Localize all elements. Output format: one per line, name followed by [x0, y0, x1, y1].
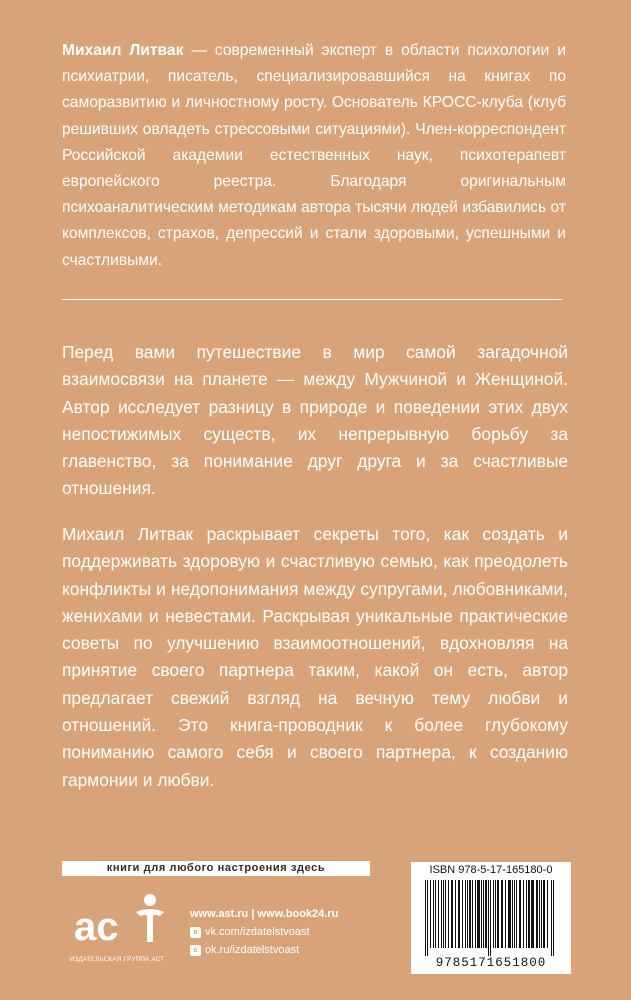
barcode-digits: 9785171651800 — [435, 956, 547, 970]
websites-text[interactable]: www.ast.ru | www.book24.ru — [190, 908, 339, 920]
section-divider — [62, 299, 562, 300]
publisher-caption: ИЗДАТЕЛЬСКАЯ ГРУППА АСТ — [69, 956, 165, 963]
description-paragraph-1: Перед вами путешествие в мир самой загадочной взаимосвязи на планете — между Мужчиной и Женщиной. Автор исследует разницу в природе и поведении этих двух непостижимых существ, их непрерывную борьбу за главенство, за понимание друг друга и за счастливые отношения. — [62, 342, 568, 499]
ok-icon: о — [190, 945, 201, 956]
ok-link[interactable]: ok.ru/izdatelstvoast — [205, 944, 300, 956]
isbn-barcode — [411, 862, 571, 974]
author-bio — [62, 38, 566, 274]
websites-line — [190, 905, 338, 923]
vk-link[interactable]: vk.com/izdatelstvoast — [205, 926, 310, 938]
vk-icon: в — [190, 927, 201, 938]
publisher-links — [190, 905, 338, 959]
publisher-logo — [62, 882, 172, 970]
svg-text:ac: ac — [74, 905, 119, 949]
author-name: Михаил Литвак — [62, 42, 184, 59]
author-bio-text: — современный эксперт в области психологии и психиатрии, писатель, специализировавшийся на книгах по саморазвитию и личностному росту. Основатель КРОСС-клуба (клуб решивших овладеть стрессовыми ситуациями). Член-корреспондент Российской академии естественных наук, психотерапевт европейского реестра. Благодаря оригинальным психоаналитическим методикам автора тысячи людей избавились от комплексов, страхов, депрессий и стали здоровыми, успешными и счастливыми. — [62, 42, 566, 269]
tagline-banner: книги для любого настроения здесь — [62, 861, 370, 876]
ast-logo-icon — [62, 882, 172, 956]
ok-line — [190, 941, 338, 959]
isbn-number: ISBN 978-5-17-165180-0 — [429, 864, 553, 876]
description-paragraph-2: Михаил Литвак раскрывает секреты того, как создать и поддерживать здоровую и счастливую семью, как преодолеть конфликты и недопонимания между супругами, любовниками, женихами и невестами. Раскрывая уникальные практические советы по улучшению взаимоотношений, вдохновляя на принятие своего партнера таким, какой он есть, автор предлагает свежий взгляд на вечную тему любви и отношений. Это книга-проводник к более глубокому пониманию самого себя и своего партнера, к созданию гармонии и любви. — [62, 524, 568, 790]
vk-line — [190, 923, 338, 941]
barcode-icon — [421, 880, 561, 956]
